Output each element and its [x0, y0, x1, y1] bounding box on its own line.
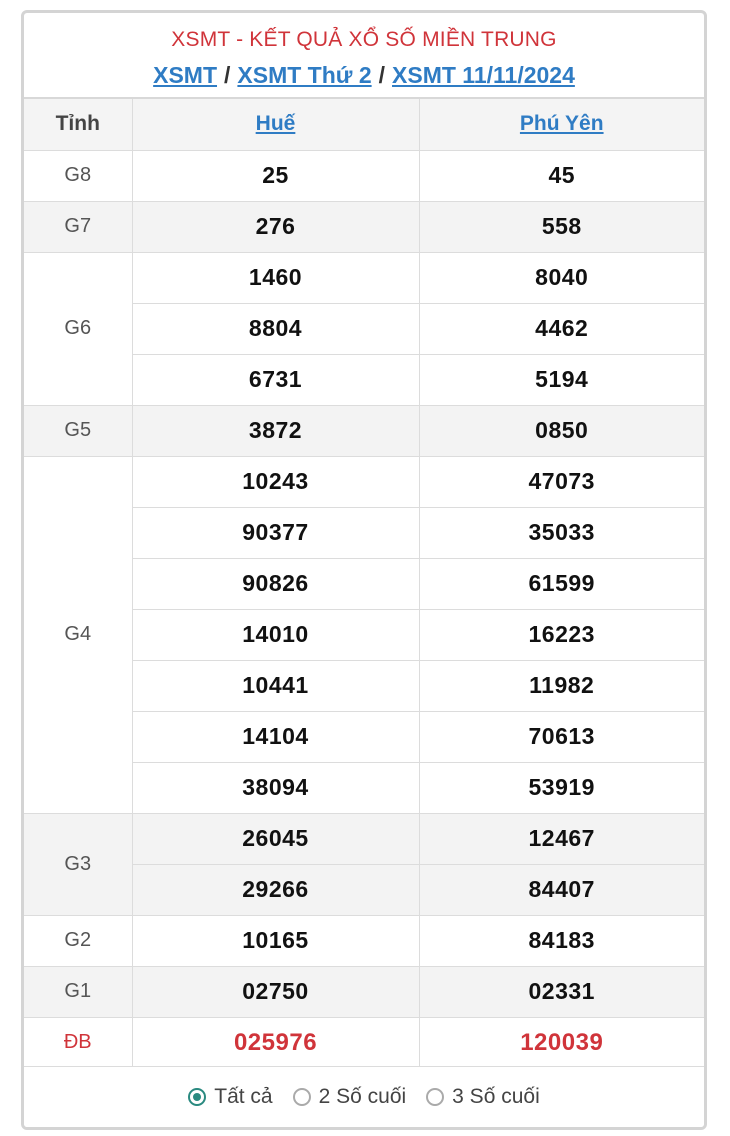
filter-option-label: 2 Số cuối — [318, 1085, 407, 1108]
prize-number-phu-yen: 558 — [419, 201, 704, 252]
prize-number-phu-yen: 70613 — [419, 711, 704, 762]
prize-number-phu-yen: 84407 — [419, 864, 704, 915]
results-card — [21, 10, 707, 1130]
filter-option-label: 3 Số cuối — [452, 1085, 540, 1108]
table-row — [24, 1017, 704, 1068]
table-row — [24, 150, 704, 201]
prize-table-body — [24, 150, 704, 1068]
table-row — [24, 915, 704, 966]
prize-number-phu-yen: 84183 — [419, 915, 704, 966]
table-row — [24, 405, 704, 456]
table-row — [24, 252, 704, 303]
table-row — [24, 456, 704, 507]
prize-label: G4 — [24, 456, 132, 813]
prize-number-hue: 90826 — [132, 558, 419, 609]
results-table — [24, 99, 704, 1069]
breadcrumb-link-xsmt-date[interactable]: XSMT 11/11/2024 — [392, 62, 575, 88]
prize-number-phu-yen: 11982 — [419, 660, 704, 711]
prize-label: G3 — [24, 813, 132, 915]
radio-unchecked-icon[interactable] — [426, 1088, 444, 1106]
breadcrumb-separator: / — [224, 62, 231, 88]
prize-number-phu-yen: 61599 — [419, 558, 704, 609]
page-title: XSMT - KẾT QUẢ XỔ SỐ MIỀN TRUNG — [171, 28, 557, 51]
province-header-phu-yen — [419, 99, 704, 150]
prize-label: G6 — [24, 252, 132, 405]
prize-number-phu-yen: 16223 — [419, 609, 704, 660]
table-header-row — [24, 99, 704, 150]
prize-number-hue: 8804 — [132, 303, 419, 354]
prize-label: G5 — [24, 405, 132, 456]
breadcrumb-link-xsmt[interactable]: XSMT — [153, 62, 218, 88]
table-row — [24, 966, 704, 1017]
prize-number-phu-yen: 47073 — [419, 456, 704, 507]
prize-label: G8 — [24, 150, 132, 201]
province-link-hue[interactable]: Huế — [255, 112, 296, 136]
breadcrumb — [24, 61, 704, 89]
province-column-header: Tỉnh — [24, 99, 132, 150]
prize-number-hue: 025976 — [132, 1017, 419, 1068]
table-row — [24, 813, 704, 864]
breadcrumb-separator: / — [378, 62, 386, 88]
prize-label: G1 — [24, 966, 132, 1017]
radio-unchecked-icon[interactable] — [293, 1088, 311, 1106]
province-link-phu-yen[interactable]: Phú Yên — [519, 112, 604, 136]
prize-number-hue: 14010 — [132, 609, 419, 660]
prize-number-hue: 10243 — [132, 456, 419, 507]
prize-label: ĐB — [24, 1017, 132, 1068]
prize-number-phu-yen: 53919 — [419, 762, 704, 813]
results-header — [24, 13, 704, 99]
prize-number-phu-yen: 4462 — [419, 303, 704, 354]
prize-number-hue: 26045 — [132, 813, 419, 864]
filter-option-label: Tất cả — [214, 1085, 273, 1108]
prize-label: G2 — [24, 915, 132, 966]
prize-number-hue: 90377 — [132, 507, 419, 558]
filter-option-all[interactable] — [188, 1085, 272, 1109]
prize-number-phu-yen: 5194 — [419, 354, 704, 405]
prize-number-hue: 29266 — [132, 864, 419, 915]
breadcrumb-link-xsmt-thu-2[interactable]: XSMT Thứ 2 — [237, 62, 372, 88]
digit-filter — [24, 1066, 704, 1127]
filter-option-2-digits[interactable] — [293, 1085, 407, 1109]
prize-number-hue: 276 — [132, 201, 419, 252]
table-row — [24, 201, 704, 252]
prize-label: G7 — [24, 201, 132, 252]
prize-number-phu-yen: 12467 — [419, 813, 704, 864]
prize-number-hue: 3872 — [132, 405, 419, 456]
prize-number-phu-yen: 45 — [419, 150, 704, 201]
prize-number-hue: 14104 — [132, 711, 419, 762]
prize-number-hue: 10165 — [132, 915, 419, 966]
prize-number-hue: 1460 — [132, 252, 419, 303]
prize-number-hue: 25 — [132, 150, 419, 201]
filter-option-3-digits[interactable] — [426, 1085, 540, 1109]
prize-number-phu-yen: 8040 — [419, 252, 704, 303]
prize-number-hue: 38094 — [132, 762, 419, 813]
prize-number-hue: 10441 — [132, 660, 419, 711]
prize-number-hue: 6731 — [132, 354, 419, 405]
prize-number-phu-yen: 120039 — [419, 1017, 704, 1068]
prize-number-phu-yen: 35033 — [419, 507, 704, 558]
prize-number-phu-yen: 02331 — [419, 966, 704, 1017]
prize-number-phu-yen: 0850 — [419, 405, 704, 456]
prize-number-hue: 02750 — [132, 966, 419, 1017]
radio-checked-icon[interactable] — [188, 1088, 206, 1106]
province-header-hue — [132, 99, 419, 150]
